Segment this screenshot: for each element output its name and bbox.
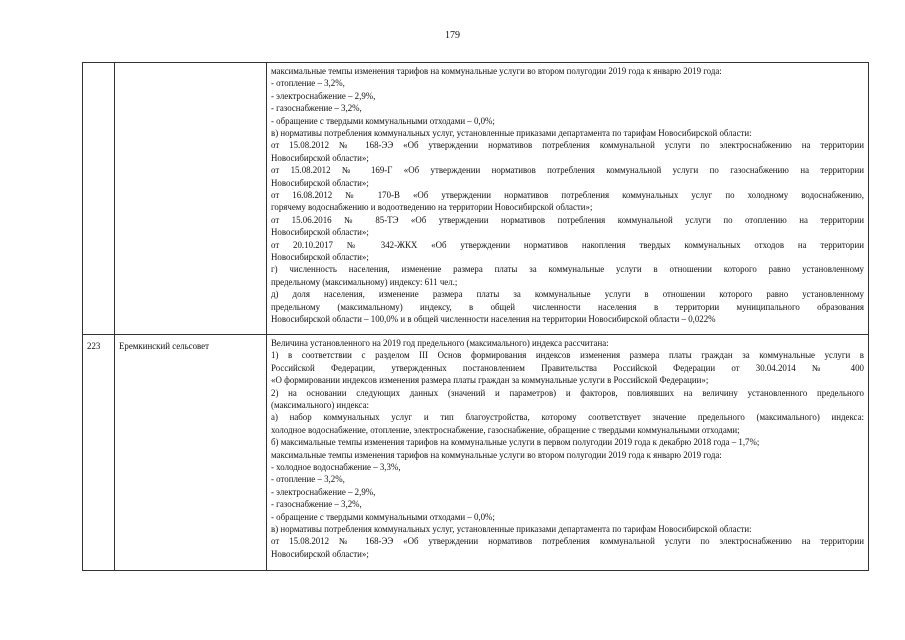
text-line: Новосибирской области»; (271, 548, 369, 559)
row-number-cell: 223 (83, 335, 115, 571)
text-line: 1) в соответствии с разделом III Основ формирования индексов изменения размера платы граждан за коммунальные услуги в (271, 350, 864, 361)
text-line: от 20.10.2017 № 342-ЖКХ «Об утверждении нормативов накопления твердых коммунальных отходов на территории (271, 239, 864, 250)
description-cell (267, 63, 869, 335)
row-number-cell (83, 63, 115, 335)
text-line: Новосибирской области – 100,0% и в общей численности населения на территории Новосибирской области – 0,022% (271, 314, 716, 324)
text-line: от 15.08.2012 № 169-Г «Об утверждении нормативов потребления коммунальной услуги по газоснабжению на территории (271, 165, 864, 176)
text-line: 2) на основании следующих данных (значений и параметров) и факторов, повлиявших на величину установленного предельного (271, 387, 864, 398)
text-line: - обращение с твердыми коммунальными отходами – 0,0%; (271, 511, 495, 522)
text-line: а) набор коммунальных услуг и тип благоустройства, которому соответствует значение предельного (максимального) индекса: (271, 412, 864, 423)
text-line: (максимального) индекса: (271, 399, 369, 410)
text-line: Российской Федерации, утвержденных постановлением Правительства Российской Федерации от 30.04.2014 № 400 (271, 362, 864, 373)
text-line: Новосибирской области»; (271, 227, 369, 238)
text-line: предельному (максимальному) индексу: 611 чел.; (271, 276, 458, 287)
municipality-name-cell: Еремкинский сельсовет (115, 335, 267, 571)
text-line: б) максимальные темпы изменения тарифов на коммунальные услуги в первом полугодии 2019 года к декабрю 2018 года – 1,7%; (271, 437, 760, 448)
text-line: Новосибирской области»; (271, 177, 369, 188)
text-line: холодное водоснабжение, отопление, электроснабжение, газоснабжение, обращение с твердыми коммунальными отходами; (271, 424, 740, 435)
text-line: - электроснабжение – 2,9%, (271, 486, 376, 497)
text-line: от 15.08.2012 № 168-ЭЭ «Об утверждении нормативов потребления коммунальной услуги по электроснабжению на территории (271, 140, 864, 151)
text-line: Величина установленного на 2019 год предельного (максимального) индекса рассчитана: (271, 338, 609, 348)
table-row (83, 63, 869, 335)
text-line: в) нормативы потребления коммунальных услуг, установленные приказами департамента по тарифам Новосибирской области: (271, 524, 752, 535)
text-line: - газоснабжение – 3,2%, (271, 499, 362, 510)
text-line: - отопление – 3,2%, (271, 78, 345, 89)
text-line: - отопление – 3,2%, (271, 474, 345, 485)
text-line: от 16.08.2012 № 170-В «Об утверждении нормативов потребления коммунальных услуг по холодному водоснабжению, (271, 190, 864, 201)
page-number: 179 (445, 30, 460, 41)
text-line: горячему водоснабжению и водоотведению на территории Новосибирской области»; (271, 202, 593, 213)
text-line: Новосибирской области»; (271, 152, 369, 163)
text-line: д) доля населения, изменение размера платы за коммунальные услуги в отношении которого равно установленному (271, 289, 864, 300)
text-line: максимальные темпы изменения тарифов на коммунальные услуги во втором полугодии 2019 года к январю 2019 года: (271, 66, 722, 76)
municipality-name-cell (115, 63, 267, 335)
text-line: максимальные темпы изменения тарифов на коммунальные услуги во втором полугодии 2019 года к январю 2019 года: (271, 449, 722, 460)
table-row (83, 335, 869, 571)
text-line: от 15.06.2016 № 85-ТЭ «Об утверждении нормативов потребления коммунальной услуги по отоплению на территории (271, 214, 864, 225)
text-line: - обращение с твердыми коммунальными отходами – 0,0%; (271, 115, 495, 126)
text-line: г) численность населения, изменение размера платы за коммунальные услуги в отношении которого равно установленному (271, 264, 864, 275)
text-line: от 15.08.2012 № 168-ЭЭ «Об утверждении нормативов потребления коммунальной услуги по электроснабжению на территории (271, 536, 864, 547)
text-line: предельному (максимальному) индексу, в общей численности населения в территории муниципального образования (271, 301, 864, 312)
text-line: - холодное водоснабжение – 3,3%, (271, 462, 401, 472)
text-line: Новосибирской области»; (271, 252, 369, 263)
text-line: - газоснабжение – 3,2%, (271, 103, 362, 114)
tariff-table (82, 62, 869, 571)
text-line: в) нормативы потребления коммунальных услуг, установленные приказами департамента по тарифам Новосибирской области: (271, 128, 752, 139)
text-line: - электроснабжение – 2,9%, (271, 90, 376, 101)
text-line: «О формировании индексов изменения размера платы граждан за коммунальные услуги в Российской Федерации»; (271, 375, 709, 386)
description-cell (267, 335, 869, 571)
